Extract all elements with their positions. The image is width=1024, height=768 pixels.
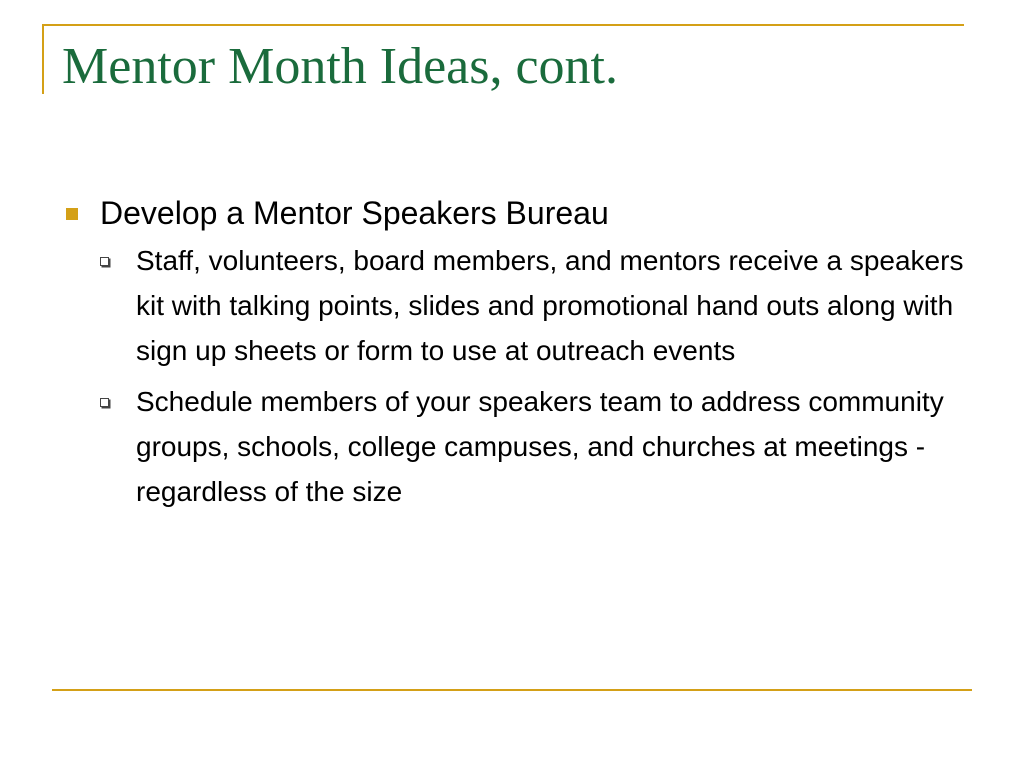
hollow-square-bullet-icon [100, 257, 109, 266]
square-bullet-icon [66, 208, 78, 220]
sub-bullet-text: Staff, volunteers, board members, and mentors receive a speakers kit with talking points, slides and promotional hand outs along with sign up sheets or form to use at outreach events [136, 245, 964, 366]
bullet-item [62, 188, 972, 238]
slide-title: Mentor Month Ideas, cont. [62, 38, 619, 95]
slide-content [62, 188, 972, 520]
sub-bullet-text: Schedule members of your speakers team to address community groups, schools, college campuses, and churches at meetings - regardless of the size [136, 386, 944, 507]
bullet-text: Develop a Mentor Speakers Bureau [100, 195, 609, 231]
left-accent-line [42, 24, 44, 94]
top-accent-line [42, 24, 964, 26]
bottom-accent-line [52, 689, 972, 691]
hollow-square-bullet-icon [100, 398, 109, 407]
sub-bullet-item [62, 379, 972, 514]
sub-bullet-item [62, 238, 972, 373]
sub-bullet-list [62, 238, 972, 514]
